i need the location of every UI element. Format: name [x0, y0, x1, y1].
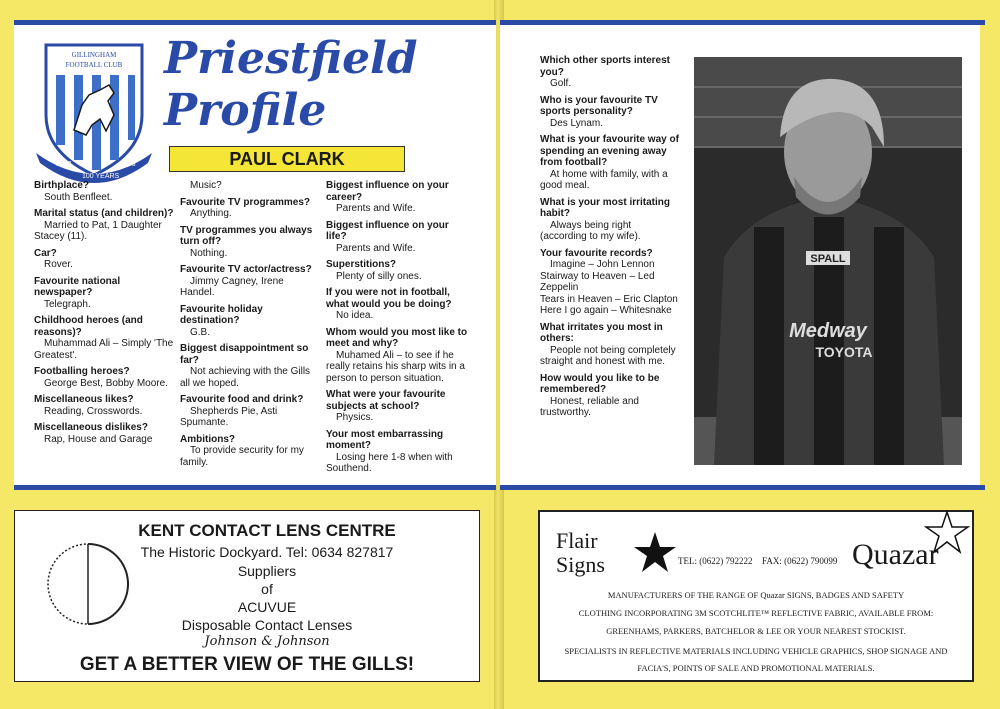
qa-item	[180, 180, 320, 192]
qa-item	[34, 276, 174, 311]
kent-ad-address: The Historic Dockyard. Tel: 0634 827817	[140, 544, 394, 560]
qa-item	[34, 180, 174, 203]
question: Miscellaneous dislikes?	[34, 422, 148, 433]
kent-ad-slogan: GET A BETTER VIEW OF THE GILLS!	[79, 654, 415, 675]
qa-item	[180, 394, 320, 429]
question: Who is your favourite TV sports personality?	[540, 94, 658, 117]
player-name-box: PAUL CLARK	[169, 146, 405, 172]
kent-ad-of: of	[261, 581, 273, 597]
qa-item	[34, 248, 174, 271]
answer: Married to Pat, 1 Daughter Stacey (11).	[34, 219, 162, 242]
answer: No idea.	[336, 310, 374, 321]
question: Your favourite records?	[540, 247, 653, 259]
qa-item	[34, 422, 174, 445]
crest-year-right: 1993	[120, 161, 136, 168]
question: Ambitions?	[180, 433, 235, 445]
answer: At home with family, with a good meal.	[540, 168, 668, 191]
flair-line-5: FACIA'S, POINTS OF SALE AND PROMOTIONAL MATERIALS.	[637, 663, 875, 673]
crest-name-2: FOOTBALL CLUB	[65, 61, 123, 69]
qa-item	[326, 259, 468, 282]
qa-item	[180, 225, 320, 260]
page-title	[164, 33, 418, 137]
qa-item	[326, 220, 468, 255]
qa-item	[540, 134, 680, 192]
flair-line-1: MANUFACTURERS OF THE RANGE OF Quazar SIGNS, BADGES AND SAFETY	[607, 590, 905, 600]
question: Whom would you most like to meet and why?	[326, 326, 468, 349]
qa-item	[540, 373, 680, 419]
question: Footballing heroes?	[34, 366, 130, 377]
kent-ad-product: Disposable Contact Lenses	[181, 617, 353, 633]
qa-item	[180, 197, 320, 220]
shirt-sponsor-text: Medway	[789, 320, 867, 342]
answer: To provide security for my family.	[180, 445, 304, 468]
qa-item	[34, 315, 174, 361]
question: Favourite holiday destination?	[180, 303, 263, 326]
answer: Losing here 1-8 when with Southend.	[326, 451, 453, 474]
kent-ad-maker: Johnson & Johnson	[204, 634, 330, 649]
flair-signs-ad	[538, 510, 974, 682]
qa-item	[180, 343, 320, 389]
qa-item	[540, 248, 680, 317]
answer: Imagine – John Lennon Stairway to Heaven – Led Zeppelin Tears in Heaven – Eric Clapton Here I go again – Whitesnake	[540, 259, 678, 316]
question: Miscellaneous likes?	[34, 394, 134, 405]
question: Your most embarrassing moment?	[326, 428, 444, 451]
gillingham-crest	[34, 35, 154, 185]
qa-item	[326, 429, 468, 475]
kent-ad-suppliers: Suppliers	[237, 563, 297, 579]
answer: Parents and Wife.	[336, 203, 416, 214]
answer: Rover.	[44, 259, 73, 270]
flair-line-4: SPECIALISTS IN REFLECTIVE MATERIALS INCLUDING VEHICLE GRAPHICS, SHOP SIGNAGE AND	[564, 646, 948, 656]
question: How would you like to be remembered?	[540, 372, 660, 395]
answer: Anything.	[190, 208, 232, 219]
answer: Des Lynam.	[550, 117, 603, 129]
answer: Muhamed Ali – to see if he really retains his sharp wits in a person to person situation.	[326, 349, 465, 384]
question: Birthplace?	[34, 180, 90, 191]
question: What were your favourite subjects at school?	[326, 389, 446, 412]
answer: Reading, Crosswords.	[44, 405, 143, 417]
kent-ad-brand: ACUVUE	[237, 599, 297, 615]
kent-contact-lens-ad	[14, 510, 480, 682]
qa-item	[326, 389, 468, 424]
question: What irritates you most in others:	[540, 321, 663, 344]
question: Favourite food and drink?	[180, 394, 304, 405]
title-line-1: Priestfield	[164, 33, 418, 84]
question: Favourite TV actor/actress?	[180, 264, 312, 275]
answer: Physics.	[336, 412, 374, 423]
qa-item	[180, 304, 320, 339]
answer: Parents and Wife.	[336, 242, 416, 254]
question: What is your favourite way of spending an evening away from football?	[540, 134, 679, 168]
qa-item	[540, 197, 680, 243]
answer: Honest, reliable and trustworthy.	[540, 395, 639, 418]
bottom-rule-right	[500, 485, 985, 490]
answer: Jimmy Cagney, Irene Handel.	[180, 275, 284, 298]
qa-item	[326, 180, 468, 215]
answer: Nothing.	[190, 247, 228, 259]
flair-tel: TEL: (0622) 792222	[678, 556, 753, 566]
answer: Music?	[190, 180, 222, 191]
star-outline-icon	[924, 510, 970, 554]
flair-line-3: GREENHAMS, PARKERS, BATCHELOR & LEE OR YOUR NEAREST STOCKIST.	[606, 626, 906, 636]
crest-year-left: 1893	[56, 161, 72, 168]
star-icon	[632, 530, 678, 574]
question: Favourite TV programmes?	[180, 196, 311, 208]
flair-fax: FAX: (0622) 790099	[762, 556, 838, 566]
bottom-rule-left	[14, 485, 496, 490]
question: Marital status (and children)?	[34, 208, 174, 219]
kent-ad-title: KENT CONTACT LENS CENTRE	[138, 521, 396, 540]
qa-item	[326, 287, 468, 322]
qa-item	[326, 327, 468, 385]
qa-column-3	[326, 180, 468, 480]
player-photo	[694, 57, 962, 465]
flair-line-2: CLOTHING INCORPORATING 3M SCOTCHLITE™ REFLECTIVE FABRIC, AVAILABLE FROM:	[578, 608, 934, 618]
answer: South Benfleet.	[44, 191, 113, 203]
question: TV programmes you always turn off?	[180, 224, 313, 247]
question: Car?	[34, 247, 57, 259]
qa-item	[540, 55, 680, 90]
question: Biggest influence on your career?	[326, 180, 449, 203]
quazar-logo: Quazar	[852, 538, 939, 571]
question: If you were not in football, what would you be doing?	[326, 287, 452, 310]
answer: Muhammad Ali – Simply 'The Greatest'.	[34, 338, 174, 361]
answer: People not being completely straight and honest with me.	[540, 344, 676, 367]
question: Favourite national newspaper?	[34, 275, 121, 298]
shirt-sponsor-2-text: TOYOTA	[815, 344, 873, 360]
qa-column-1	[34, 180, 174, 450]
qa-item	[540, 95, 680, 130]
flair-brand-1: Flair	[556, 528, 598, 553]
qa-item	[180, 434, 320, 469]
answer: Plenty of silly ones.	[336, 270, 422, 282]
qa-item	[540, 322, 680, 368]
answer: Telegraph.	[44, 298, 91, 310]
profile-panel	[14, 25, 496, 485]
answer: Always being right (according to my wife).	[540, 219, 641, 242]
answer: Golf.	[550, 78, 572, 89]
question: Biggest influence on your life?	[326, 219, 449, 242]
qa-item	[34, 208, 174, 243]
qa-column-right	[540, 55, 680, 424]
answer: George Best, Bobby Moore.	[44, 377, 168, 389]
crest-name-1: GILLINGHAM	[71, 51, 117, 59]
kit-brand-text: SPALL	[810, 253, 846, 265]
answer: Shepherds Pie, Asti Spumante.	[180, 405, 278, 428]
question: What is your most irritating habit?	[540, 196, 671, 219]
question: Childhood heroes (and reasons)?	[34, 315, 143, 338]
answer: Rap, House and Garage	[44, 433, 153, 445]
question: Biggest disappointment so far?	[180, 343, 309, 366]
profile-panel-continued	[500, 25, 980, 485]
qa-item	[34, 366, 174, 389]
flair-brand-2: Signs	[556, 552, 605, 577]
qa-item	[180, 264, 320, 299]
qa-column-2	[180, 180, 320, 473]
question: Which other sports interest you?	[540, 55, 671, 78]
answer: G.B.	[190, 326, 211, 338]
title-line-2: Profile	[164, 85, 327, 136]
question: Superstitions?	[326, 259, 397, 270]
crest-centenary: 100 YEARS	[82, 173, 120, 180]
answer: Not achieving with the Gills all we hoped.	[180, 366, 311, 389]
qa-item	[34, 394, 174, 417]
